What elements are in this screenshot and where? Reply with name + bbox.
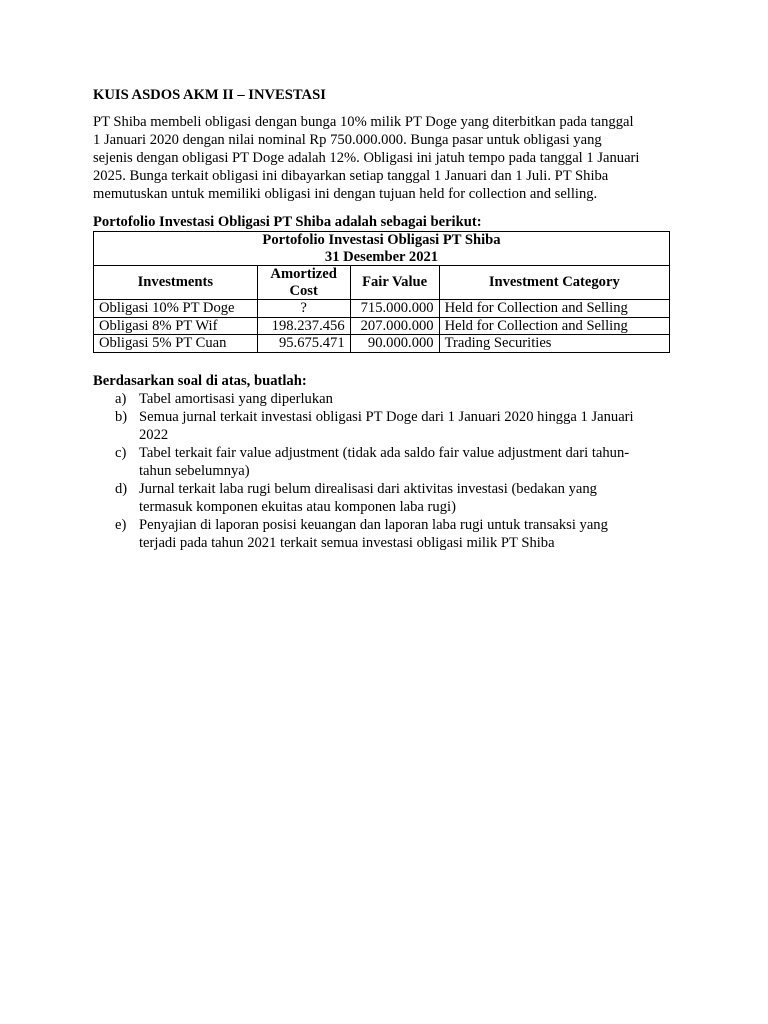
task-line: Penyajian di laporan posisi keuangan dan laporan laba rugi untuk transaksi yang	[139, 516, 608, 533]
table-caption-row	[94, 232, 670, 266]
header-fair-value: Fair Value	[350, 266, 439, 300]
cell-amortized-cost: 95.675.471	[257, 335, 350, 353]
cell-category: Held for Collection and Selling	[439, 300, 669, 318]
cell-fair-value: 715.000.000	[350, 300, 439, 318]
list-item	[93, 444, 678, 480]
task-line: termasuk komponen ekuitas atau komponen laba rugi)	[139, 498, 456, 515]
document-title: KUIS ASDOS AKM II – INVESTASI	[93, 87, 326, 103]
list-item	[93, 516, 678, 552]
header-investments: Investments	[94, 266, 258, 300]
task-line: tahun sebelumnya)	[139, 462, 250, 479]
cell-amortized-cost: ?	[257, 300, 350, 318]
task-line: Semua jurnal terkait investasi obligasi PT Doge dari 1 Januari 2020 hingga 1 Januari	[139, 408, 634, 425]
header-amortized-line: Cost	[289, 282, 318, 299]
table-row	[94, 335, 670, 353]
portfolio-table	[93, 231, 670, 353]
table-header-row	[94, 266, 670, 300]
list-marker: a)	[115, 390, 127, 407]
list-marker: e)	[115, 516, 127, 533]
list-marker: d)	[115, 480, 128, 497]
intro-line: 2025. Bunga terkait obligasi ini dibayarkan setiap tanggal 1 Januari dan 1 Juli. PT Shiba	[93, 168, 609, 184]
cell-investment: Obligasi 10% PT Doge	[94, 300, 258, 318]
cell-fair-value: 207.000.000	[350, 317, 439, 335]
list-item	[93, 390, 678, 408]
header-category: Investment Category	[439, 266, 669, 300]
intro-paragraph	[93, 113, 678, 203]
cell-amortized-cost: 198.237.456	[257, 317, 350, 335]
task-line: terjadi pada tahun 2021 terkait semua investasi obligasi milik PT Shiba	[139, 534, 555, 551]
intro-line: memutuskan untuk memiliki obligasi ini dengan tujuan held for collection and selling.	[93, 186, 598, 202]
header-amortized-cost	[257, 266, 350, 300]
tasks-heading: Berdasarkan soal di atas, buatlah:	[93, 372, 307, 389]
task-line: Jurnal terkait laba rugi belum direalisasi dari aktivitas investasi (bedakan yang	[139, 480, 597, 497]
table-caption	[94, 232, 670, 266]
table-row	[94, 317, 670, 335]
list-item	[93, 408, 678, 444]
task-list	[93, 390, 678, 552]
intro-line: 1 Januari 2020 dengan nilai nominal Rp 750.000.000. Bunga pasar untuk obligasi yang	[93, 132, 602, 148]
cell-investment: Obligasi 8% PT Wif	[94, 317, 258, 335]
table-caption-date: 31 Desember 2021	[324, 248, 439, 265]
table-caption-title: Portofolio Investasi Obligasi PT Shiba	[262, 232, 501, 248]
task-line: Tabel amortisasi yang diperlukan	[139, 390, 333, 407]
intro-line: sejenis dengan obligasi PT Doge adalah 12%. Obligasi ini jatuh tempo pada tanggal 1 Januari	[93, 150, 640, 166]
cell-category: Trading Securities	[439, 335, 669, 353]
cell-investment: Obligasi 5% PT Cuan	[94, 335, 258, 353]
list-marker: c)	[115, 444, 127, 461]
list-item	[93, 480, 678, 516]
document-page	[93, 86, 678, 552]
cell-fair-value: 90.000.000	[350, 335, 439, 353]
intro-line: PT Shiba membeli obligasi dengan bunga 10% milik PT Doge yang diterbitkan pada tanggal	[93, 114, 634, 130]
portfolio-heading: Portofolio Investasi Obligasi PT Shiba adalah sebagai berikut:	[93, 214, 482, 230]
header-amortized-line: Amortized	[270, 266, 337, 282]
list-marker: b)	[115, 408, 128, 425]
task-line: Tabel terkait fair value adjustment (tidak ada saldo fair value adjustment dari tahun-	[139, 444, 630, 461]
task-line: 2022	[139, 426, 169, 443]
table-row	[94, 300, 670, 318]
cell-category: Held for Collection and Selling	[439, 317, 669, 335]
